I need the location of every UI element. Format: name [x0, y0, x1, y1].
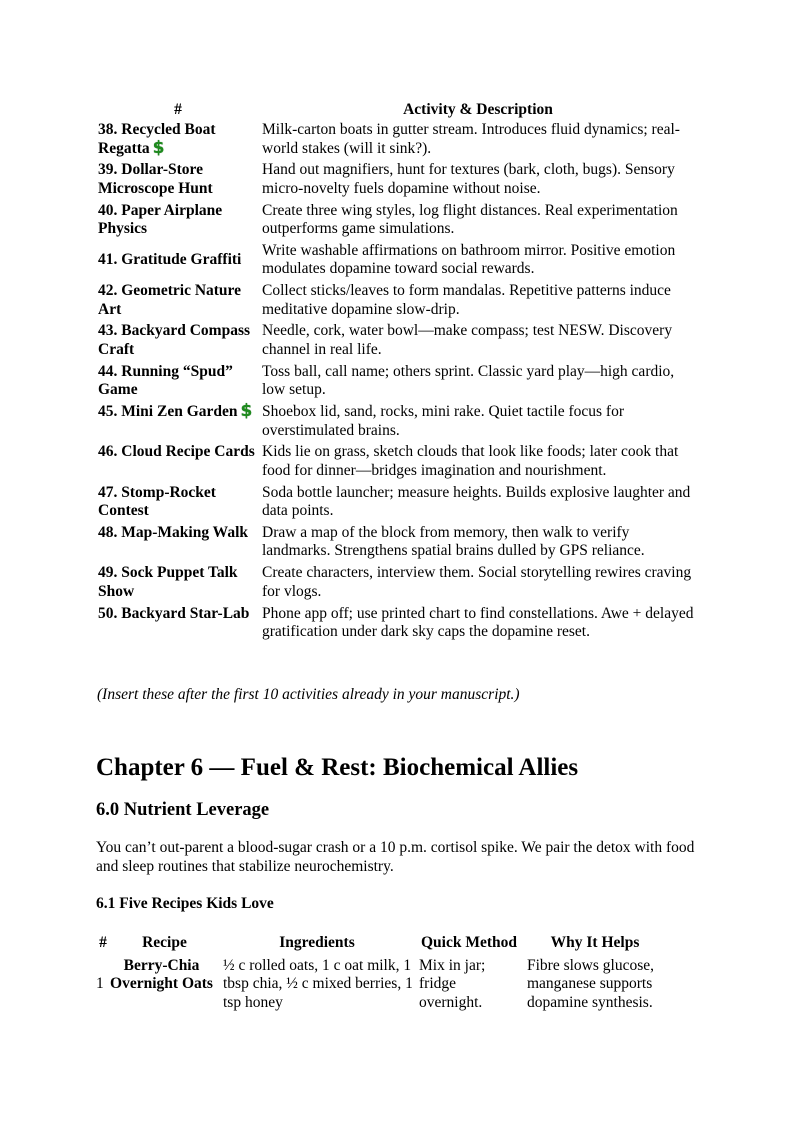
subsection-title: 6.1 Five Recipes Kids Love — [96, 895, 274, 912]
activity-description: Phone app off; use printed chart to find constellations. Awe + delayed gratification under dark sky caps the dopamine reset. — [262, 604, 694, 641]
activity-name: 46. Cloud Recipe Cards — [98, 443, 255, 461]
header-ingredients: Ingredients — [279, 934, 355, 951]
recipe-number: 1 — [96, 975, 104, 992]
recipe-table — [96, 934, 667, 1012]
activity-name: 47. Stomp-Rocket Contest — [98, 483, 216, 520]
activity-name: 39. Dollar-Store Microscope Hunt — [98, 161, 213, 197]
table-row — [96, 605, 696, 645]
activity-name: 40. Paper Airplane Physics — [98, 201, 223, 238]
table-row — [96, 161, 696, 201]
activity-description: Hand out magnifiers, hunt for textures (bark, cloth, bugs). Sensory micro-novelty fuels dopamine without noise. — [262, 161, 675, 197]
table-row — [96, 282, 696, 322]
header-recipe: Recipe — [142, 934, 187, 951]
activity-name: 49. Sock Puppet Talk Show — [98, 564, 238, 600]
activity-name: 48. Map-Making Walk — [98, 523, 249, 541]
recipe-method: Mix in jar; fridge overnight. — [419, 956, 486, 1011]
activity-description: Needle, cork, water bowl—make compass; test NESW. Discovery channel in real life. — [262, 322, 673, 358]
activity-description: Milk-carton boats in gutter stream. Introduces fluid dynamics; real-world stakes (will it sink?). — [262, 121, 680, 157]
activity-description: Soda bottle launcher; measure heights. Builds explosive laughter and data points. — [262, 483, 691, 520]
table-row — [96, 121, 696, 161]
header-number: # — [174, 100, 182, 118]
activity-name: 42. Geometric Nature Art — [98, 282, 242, 318]
activity-name: 45. Mini Zen Garden $ — [98, 401, 253, 422]
recipe-name: Berry-Chia Overnight Oats — [110, 956, 213, 992]
chapter-title: Chapter 6 — Fuel & Rest: Biochemical Allies — [96, 754, 579, 781]
activity-name: 41. Gratitude Graffiti — [98, 251, 242, 269]
activity-description: Toss ball, call name; others sprint. Classic yard play—high cardio, low setup. — [262, 362, 675, 399]
table-row — [96, 524, 696, 564]
header-method: Quick Method — [420, 934, 518, 951]
header-why: Why It Helps — [550, 934, 640, 951]
activity-name: 44. Running “Spud” Game — [98, 362, 233, 399]
table-row — [96, 202, 696, 242]
activity-name: 43. Backyard Compass Craft — [98, 322, 251, 358]
activity-description: Create characters, interview them. Social storytelling rewires craving for vlogs. — [262, 564, 692, 600]
activity-description: Create three wing styles, log flight distances. Real experimentation outperforms game simulations. — [262, 201, 678, 238]
activity-table-header — [96, 99, 696, 121]
activity-description: Write washable affirmations on bathroom mirror. Positive emotion modulates dopamine toward social rewards. — [262, 241, 676, 278]
recipe-table-header — [96, 934, 667, 957]
header-activity: Activity & Description — [403, 100, 553, 118]
section-title: 6.0 Nutrient Leverage — [96, 800, 270, 820]
header-number: # — [99, 934, 107, 951]
table-row — [96, 443, 696, 483]
table-row — [96, 403, 696, 443]
activity-name: 38. Recycled Boat Regatta $ — [98, 121, 216, 158]
dollar-icon: $ — [240, 401, 253, 422]
intro-paragraph: You can’t out-parent a blood-sugar crash or a 10 p.m. cortisol spike. We pair the detox with food and sleep routines that stabilize neurochemistry. — [96, 839, 695, 875]
activity-table — [96, 99, 696, 645]
table-row — [96, 363, 696, 403]
table-row — [96, 957, 667, 1013]
table-row — [96, 564, 696, 604]
activity-description: Collect sticks/leaves to form mandalas. Repetitive patterns induce meditative dopamine slow-drip. — [262, 282, 671, 318]
activity-description: Draw a map of the block from memory, then walk to verify landmarks. Strengthens spatial brains dulled by GPS reliance. — [262, 523, 645, 560]
table-row — [96, 242, 696, 282]
table-row — [96, 322, 696, 362]
dollar-icon: $ — [152, 137, 165, 158]
recipe-ingredients: ½ c rolled oats, 1 c oat milk, 1 tbsp chia, ½ c mixed berries, 1 tsp honey — [223, 956, 413, 1011]
activity-description: Shoebox lid, sand, rocks, mini rake. Quiet tactile focus for overstimulated brains. — [262, 403, 625, 439]
recipe-benefit: Fibre slows glucose, manganese supports dopamine synthesis. — [527, 956, 655, 1011]
activity-description: Kids lie on grass, sketch clouds that look like foods; later cook that food for dinner—bridges imagination and nourishment. — [262, 443, 679, 479]
insertion-note: (Insert these after the first 10 activities already in your manuscript.) — [97, 685, 520, 703]
table-row — [96, 484, 696, 524]
activity-name: 50. Backyard Star-Lab — [98, 604, 250, 622]
